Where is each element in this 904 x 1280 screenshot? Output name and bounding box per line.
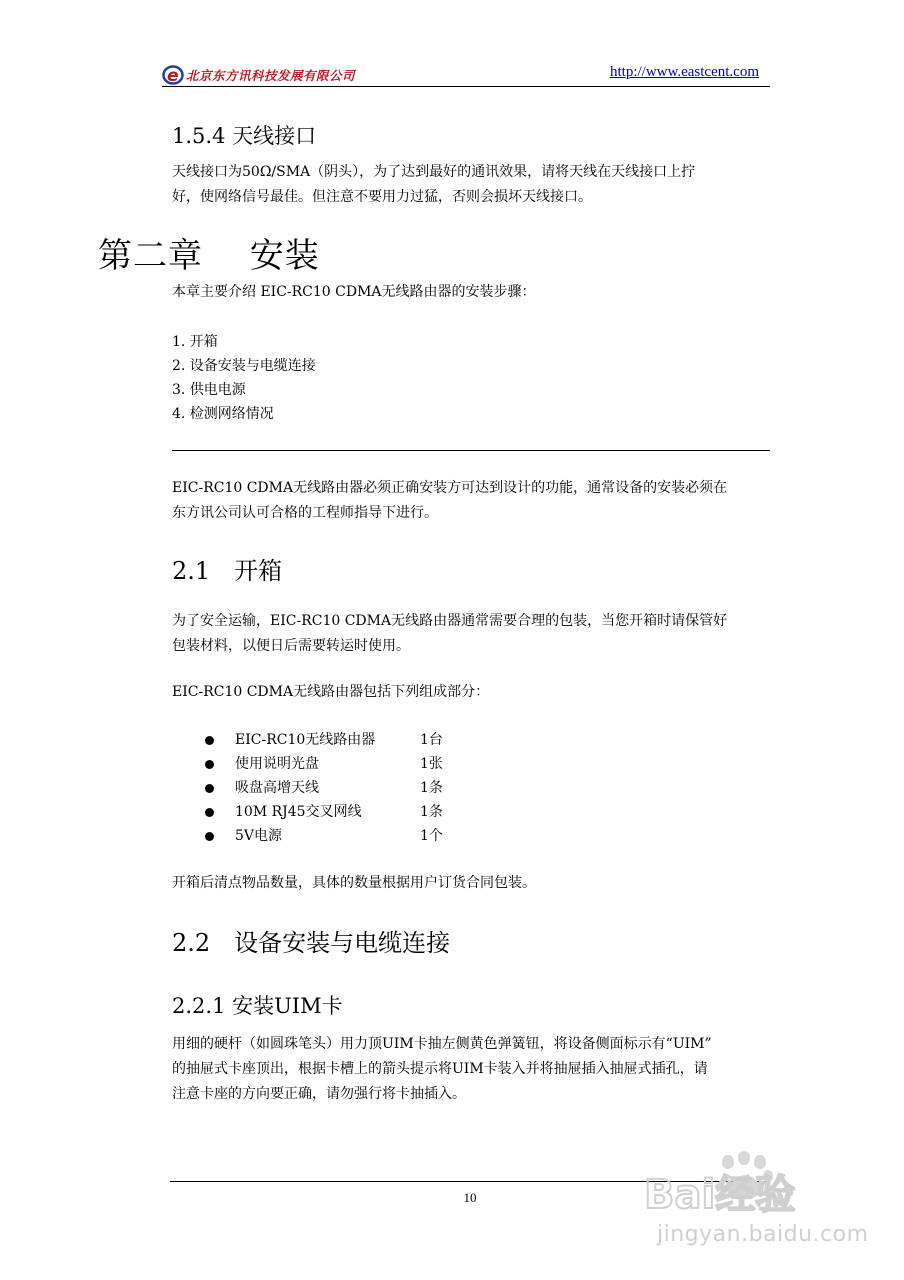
svg-text:e: e	[167, 66, 179, 86]
bullet-icon	[205, 784, 214, 793]
install-steps-list	[172, 330, 316, 426]
item-quantity: 1条	[420, 804, 443, 820]
section-2-2-1-paragraph	[172, 1032, 772, 1107]
item-name: 5V电源	[235, 828, 283, 844]
company-url-link[interactable]: http://www.eastcent.com	[610, 64, 759, 80]
item-quantity: 1台	[420, 732, 443, 748]
company-logo	[162, 62, 355, 88]
list-item: 2. 设备安装与电缆连接	[172, 358, 316, 374]
section-2-2-1-heading: 2.2.1 安装UIM卡	[172, 994, 343, 1018]
item-name: 使用说明光盘	[235, 756, 319, 772]
list-item: 3. 供电电源	[172, 382, 246, 398]
bullet-icon	[205, 808, 214, 817]
paragraph-line: 为了安全运输，EIC-RC10 CDMA无线路由器通常需要合理的包装，当您开箱时请保管好	[172, 613, 728, 629]
item-name: 10M RJ45交叉网线	[235, 804, 362, 820]
list-item: 1. 开箱	[172, 334, 218, 350]
paragraph-line: 注意卡座的方向要正确，请勿强行将卡抽插入。	[172, 1086, 466, 1102]
header-divider	[162, 86, 770, 87]
paragraph-line: 用细的硬杆（如圆珠笔头）用力顶UIM卡抽左侧黄色弹簧钮，将设备侧面标示有“UIM”	[172, 1036, 712, 1052]
item-quantity: 1个	[420, 828, 443, 844]
paragraph-line: 包装材料，以便日后需要转运时使用。	[172, 638, 410, 654]
list-item	[205, 776, 505, 800]
section-2-1-heading: 2.1 开箱	[172, 557, 283, 585]
item-quantity: 1张	[420, 756, 443, 772]
watermark-brand: Bai经验	[644, 1172, 796, 1218]
company-logo-icon	[162, 64, 184, 86]
company-name: 北京东方讯科技发展有限公司	[186, 68, 356, 83]
section-1-5-4-paragraph	[172, 160, 772, 210]
bullet-icon	[205, 736, 214, 745]
watermark-url: jingyan.baidu.com	[657, 1222, 869, 1247]
section-2-2-heading: 2.2 设备安装与电缆连接	[172, 929, 451, 957]
list-item	[205, 752, 505, 776]
bullet-icon	[205, 832, 214, 841]
list-item	[205, 824, 505, 848]
chapter-2-heading: 第二章 安装	[98, 236, 320, 276]
components-intro: EIC-RC10 CDMA无线路由器包括下列组成部分：	[172, 684, 490, 700]
paragraph-line: 天线接口为50Ω/SMA（阴头），为了达到最好的通讯效果，请将天线在天线接口上拧	[172, 164, 696, 180]
item-quantity: 1条	[420, 780, 443, 796]
bullet-icon	[205, 760, 214, 769]
list-item	[205, 728, 505, 752]
paragraph-line: 东方讯公司认可合格的工程师指导下进行。	[172, 505, 438, 521]
chapter-2-intro: 本章主要介绍 EIC-RC10 CDMA无线路由器的安装步骤：	[172, 284, 536, 300]
paragraph-line: EIC-RC10 CDMA无线路由器必须正确安装方可达到设计的功能，通常设备的安装必须在	[172, 480, 728, 496]
section-divider	[172, 450, 770, 451]
components-list	[205, 728, 505, 848]
section-2-1-paragraph	[172, 609, 772, 659]
baidu-jingyan-watermark	[640, 1150, 880, 1220]
section-1-5-4-heading: 1.5.4 天线接口	[172, 124, 317, 148]
page-number: 10	[463, 1190, 477, 1205]
paragraph-line: 好，使网络信号最佳。但注意不要用力过猛，否则会损坏天线接口。	[172, 189, 592, 205]
item-name: 吸盘高增天线	[235, 780, 319, 796]
chapter-2-paragraph	[172, 476, 772, 526]
unboxing-closing-paragraph: 开箱后清点物品数量，具体的数量根据用户订货合同包装。	[172, 875, 536, 891]
list-item: 4. 检测网络情况	[172, 406, 274, 422]
paragraph-line: 的抽屉式卡座顶出，根据卡槽上的箭头提示将UIM卡装入并将抽屉插入抽屉式插孔，请	[172, 1061, 708, 1077]
item-name: EIC-RC10无线路由器	[235, 732, 376, 748]
list-item	[205, 800, 505, 824]
